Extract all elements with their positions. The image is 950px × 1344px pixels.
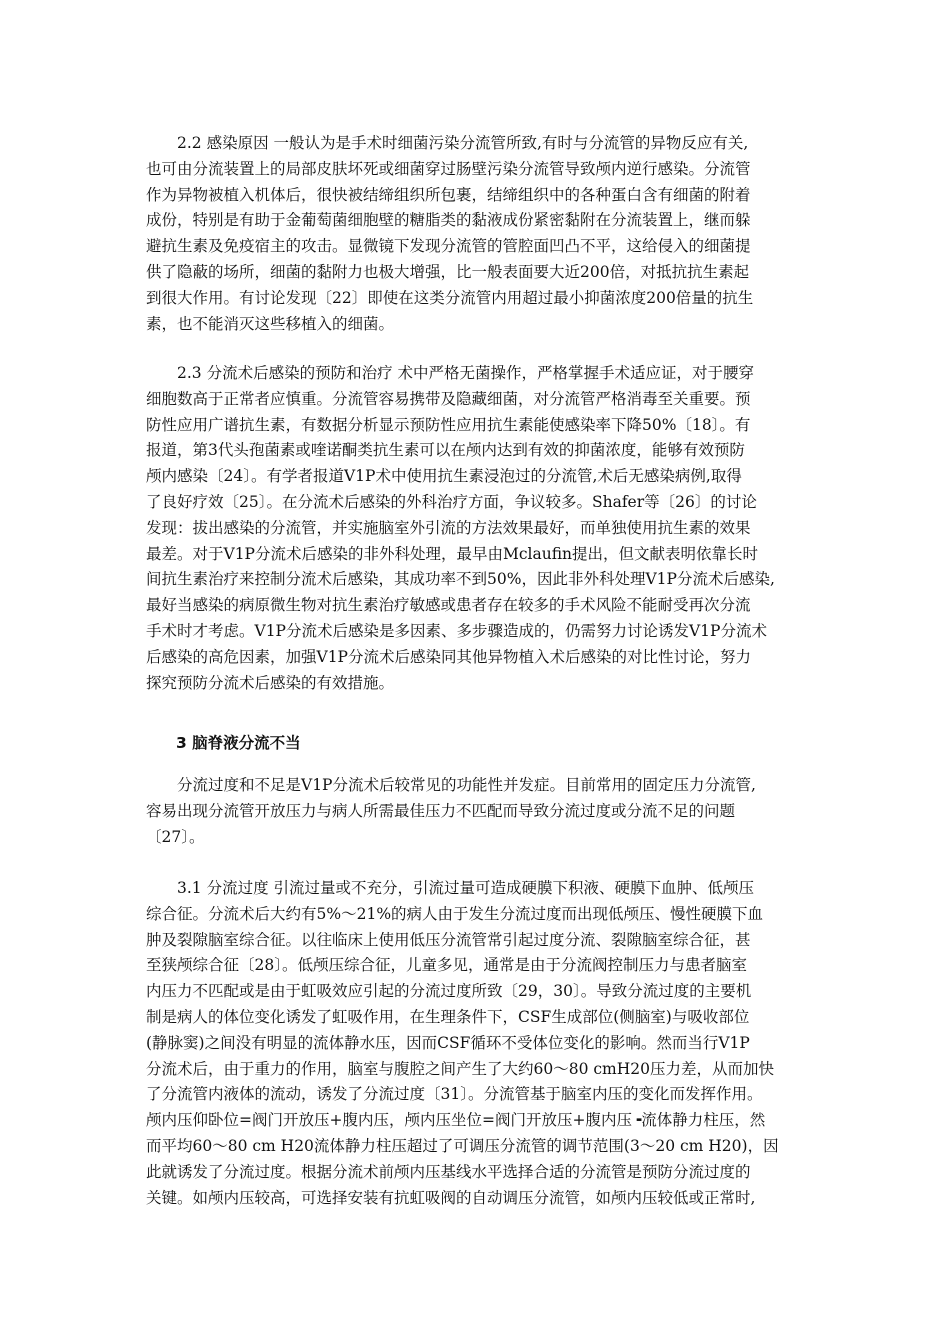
text-line: 此就诱发了分流过度。根据分流术前颅内压基线水平选择合适的分流管是预防分流过度的 bbox=[146, 1162, 751, 1181]
paragraph-2-3 bbox=[146, 361, 818, 696]
text-line: 颅内压仰卧位=阀门开放压+腹内压，颅内压坐位=阀门开放压+腹内压╺流体静力柱压，然 bbox=[146, 1111, 766, 1130]
text-line: 细胞数高于正常者应慎重。分流管容易携带及隐藏细菌，对分流管严格消毒至关重要。预 bbox=[146, 389, 751, 408]
text-line: 了良好疗效〔25〕。在分流术后感染的外科治疗方面，争议较多。Shafer等〔26〕的讨论 bbox=[146, 492, 757, 511]
text-line: 了分流管内液体的流动，诱发了分流过度〔31〕。分流管基于脑室内压的变化而发挥作用。 bbox=[146, 1085, 763, 1104]
paragraph-3-1 bbox=[146, 876, 818, 1211]
text-line: 发现：拔出感染的分流管，并实施脑室外引流的方法效果最好，而单独使用抗生素的效果 bbox=[146, 518, 751, 537]
text-line: 间抗生素治疗来控制分流术后感染，其成功率不到50%，因此非外科处理V1P分流术后感染, bbox=[146, 570, 775, 589]
text-line: 也可由分流装置上的局部皮肤坏死或细菌穿过肠壁污染分流管导致颅内逆行感染。分流管 bbox=[146, 159, 751, 178]
text-line: 作为异物被植入机体后，很快被结缔组织所包裹，结缔组织中的各种蛋白含有细菌的附着 bbox=[146, 185, 751, 204]
text-line: 防性应用广谱抗生素，有数据分析显示预防性应用抗生素能使感染率下降50%〔18〕。有 bbox=[146, 415, 751, 434]
text-line: 成份，特别是有助于金葡萄菌细胞壁的糖脂类的黏液成份紧密黏附在分流装置上，继而躲 bbox=[146, 211, 751, 230]
text-line: 最好当感染的病原微生物对抗生素治疗敏感或患者存在较多的手术风险不能耐受再次分流 bbox=[146, 596, 751, 615]
text-line: 最差。对于V1P分流术后感染的非外科处理，最早由Mclaufin提出，但文献表明依靠长时 bbox=[146, 544, 759, 563]
text-line: 至狭颅综合征〔28〕。低颅压综合征，儿童多见，通常是由于分流阀控制压力与患者脑室 bbox=[146, 956, 747, 975]
text-line: 素，也不能消灭这些移植入的细菌。 bbox=[146, 314, 395, 333]
text-line: 3.1 分流过度 引流过量或不充分，引流过量可造成硬膜下积液、硬膜下血肿、低颅压 bbox=[146, 879, 755, 897]
paragraph-2-2 bbox=[146, 131, 818, 337]
paragraph-3-intro bbox=[146, 773, 818, 850]
text-line: (静脉窦)之间没有明显的流体静水压，因而CSF循环不受体位变化的影响。然而当行V1P bbox=[146, 1033, 750, 1052]
text-line: 容易出现分流管开放压力与病人所需最佳压力不匹配而导致分流过度或分流不足的问题 bbox=[146, 801, 736, 820]
text-line: 内压力不匹配或是由于虹吸效应引起的分流过度所致〔29，30〕。导致分流过度的主要机 bbox=[146, 982, 752, 1001]
text-line: 颅内感染〔24〕。有学者报道V1P术中使用抗生素浸泡过的分流管,术后无感染病例,取得 bbox=[146, 467, 742, 486]
text-line: 制是病人的体位变化诱发了虹吸作用，在生理条件下，CSF生成部位(侧脑室)与吸收部位 bbox=[146, 1007, 750, 1026]
text-line: 分流过度和不足是V1P分流术后较常见的功能性并发症。目前常用的固定压力分流管, bbox=[146, 776, 756, 794]
text-line: 2.3 分流术后感染的预防和治疗 术中严格无菌操作，严格掌握手术适应证，对于腰穿 bbox=[146, 364, 755, 382]
text-line: 关键。如颅内压较高，可选择安装有抗虹吸阀的自动调压分流管，如颅内压较低或正常时, bbox=[146, 1188, 756, 1207]
text-line: 肿及裂隙脑室综合征。以往临床上使用低压分流管常引起过度分流、裂隙脑室综合征，甚 bbox=[146, 930, 751, 949]
text-line: 手术时才考虑。V1P分流术后感染是多因素、多步骤造成的，仍需努力讨论诱发V1P分流术 bbox=[146, 621, 767, 640]
text-line: 2.2 感染原因 一般认为是手术时细菌污染分流管所致,有时与分流管的异物反应有关, bbox=[146, 134, 749, 152]
text-line: 探究预防分流术后感染的有效措施。 bbox=[146, 673, 395, 692]
text-line: 报道，第3代头孢菌素或喹诺酮类抗生素可以在颅内达到有效的抑菌浓度，能够有效预防 bbox=[146, 441, 745, 460]
text-line: 〔27〕。 bbox=[146, 827, 205, 846]
text-line: 到很大作用。有讨论发现〔22〕即使在这类分流管内用超过最小抑菌浓度200倍量的抗生 bbox=[146, 288, 754, 307]
text-line: 避抗生素及免疫宿主的攻击。显微镜下发现分流管的管腔面凹凸不平，这给侵入的细菌提 bbox=[146, 237, 751, 256]
text-line: 而平均60～80 cm H20流体静力柱压超过了可调压分流管的调节范围(3～20 cm H20)，因 bbox=[146, 1136, 779, 1155]
text-line: 供了隐蔽的场所，细菌的黏附力也极大增强，比一般表面要大近200倍，对抵抗抗生素起 bbox=[146, 262, 750, 281]
text-line: 后感染的高危因素，加强V1P分流术后感染同其他异物植入术后感染的对比性讨论，努力 bbox=[146, 647, 751, 666]
text-line: 综合征。分流术后大约有5%～21%的病人由于发生分流过度而出现低颅压、慢性硬膜下血 bbox=[146, 904, 764, 923]
text-line: 分流术后，由于重力的作用，脑室与腹腔之间产生了大约60～80 cmH20压力差，从而加快 bbox=[146, 1059, 774, 1078]
section-heading-3: 3 脑脊液分流不当 bbox=[176, 734, 301, 752]
